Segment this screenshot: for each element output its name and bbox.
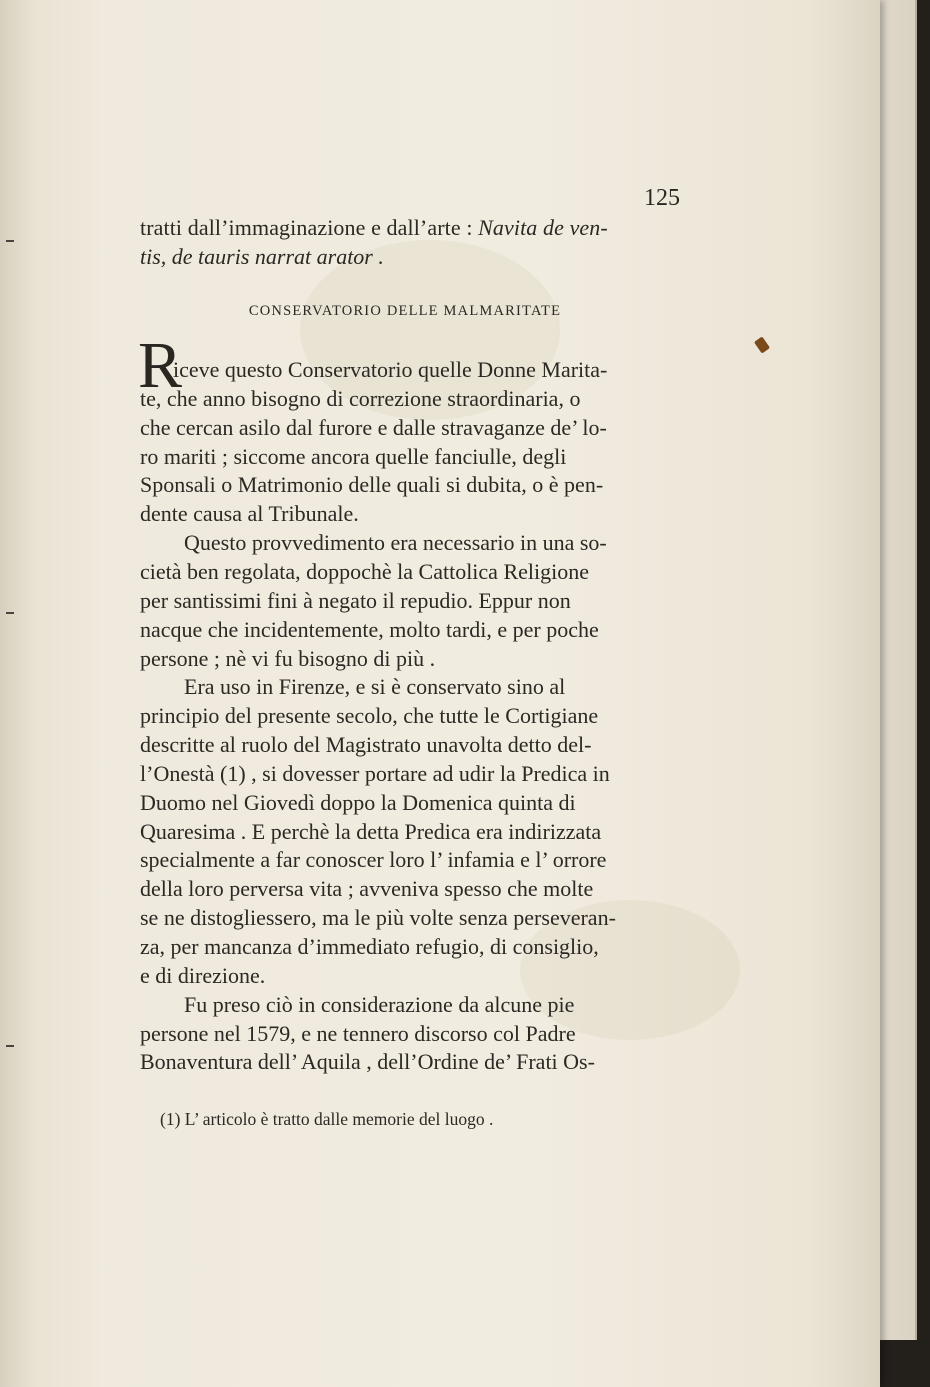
body-line: za, per mancanza d’immediato refugio, di consiglio,: [140, 934, 599, 959]
page-number: 125: [644, 185, 680, 211]
body-line: e di direzione.: [140, 963, 266, 988]
drop-cap: R: [138, 329, 183, 402]
intro-line-1: [140, 214, 670, 242]
intro-line-1-plain: tratti dall’immaginazione e dall’arte :: [140, 215, 479, 240]
intro-line-1-italic: Navita de ven-: [478, 215, 608, 240]
body-line: l’Onestà (1) , si dovesser portare ad udir la Predica in: [140, 761, 610, 786]
body-line: se ne distogliessero, ma le più volte senza perseveran-: [140, 905, 616, 930]
edge-tick: [6, 612, 14, 614]
body-line: nacque che incidentemente, molto tardi, e per poche: [140, 617, 599, 642]
body-line: persone ; nè vi fu bisogno di più .: [140, 646, 436, 671]
body-line: Questo provvedimento era necessario in una so-: [184, 530, 607, 555]
body-line: Era uso in Firenze, e si è conservato sino al: [184, 674, 566, 699]
body-line: per santissimi fini à negato il repudio. Eppur non: [140, 588, 571, 613]
body-line: persone nel 1579, e ne tennero discorso col Padre: [140, 1021, 576, 1046]
body-line: Bonaventura dell’ Aquila , dell’Ordine de’ Frati Os-: [140, 1049, 595, 1074]
footnote: (1) L’ articolo è tratto dalle memorie del luogo .: [160, 1109, 494, 1129]
body-line: Sponsali o Matrimonio delle quali si dubita, o è pen-: [140, 472, 604, 497]
body-line: Fu preso ciò in considerazione da alcune pie: [184, 992, 575, 1017]
body-line: ro mariti ; siccome ancora quelle fanciulle, degli: [140, 444, 567, 469]
edge-tick: [6, 1045, 14, 1047]
body-line: specialmente a far conoscer loro l’ infamia e l’ orrore: [140, 847, 607, 872]
body-line: dente causa al Tribunale.: [140, 501, 359, 526]
body-line: te, che anno bisogno di correzione straordinaria, o: [140, 386, 581, 411]
body-line: iceve questo Conservatorio quelle Donne Marita-: [173, 357, 608, 382]
edge-tick: [6, 240, 14, 242]
section-heading: CONSERVATORIO DELLE MALMARITATE: [248, 303, 562, 319]
intro-line-2-italic: tis, de tauris narrat arator .: [140, 244, 384, 269]
body-line: Quaresima . E perchè la detta Predica era indirizzata: [140, 819, 602, 844]
body-line: principio del presente secolo, che tutte le Cortigiane: [140, 703, 599, 728]
body-line: cietà ben regolata, doppochè la Cattolica Religione: [140, 559, 589, 584]
body-line: descritte al ruolo del Magistrato unavolta detto del-: [140, 732, 592, 757]
body-line: della loro perversa vita ; avveniva spesso che molte: [140, 876, 594, 901]
body-line: che cercan asilo dal furore e dalle stravaganze de’ lo-: [140, 415, 607, 440]
intro-line-2: [140, 243, 670, 271]
margin-mark: [754, 336, 770, 353]
body-line: Duomo nel Giovedì doppo la Domenica quinta di: [140, 790, 576, 815]
